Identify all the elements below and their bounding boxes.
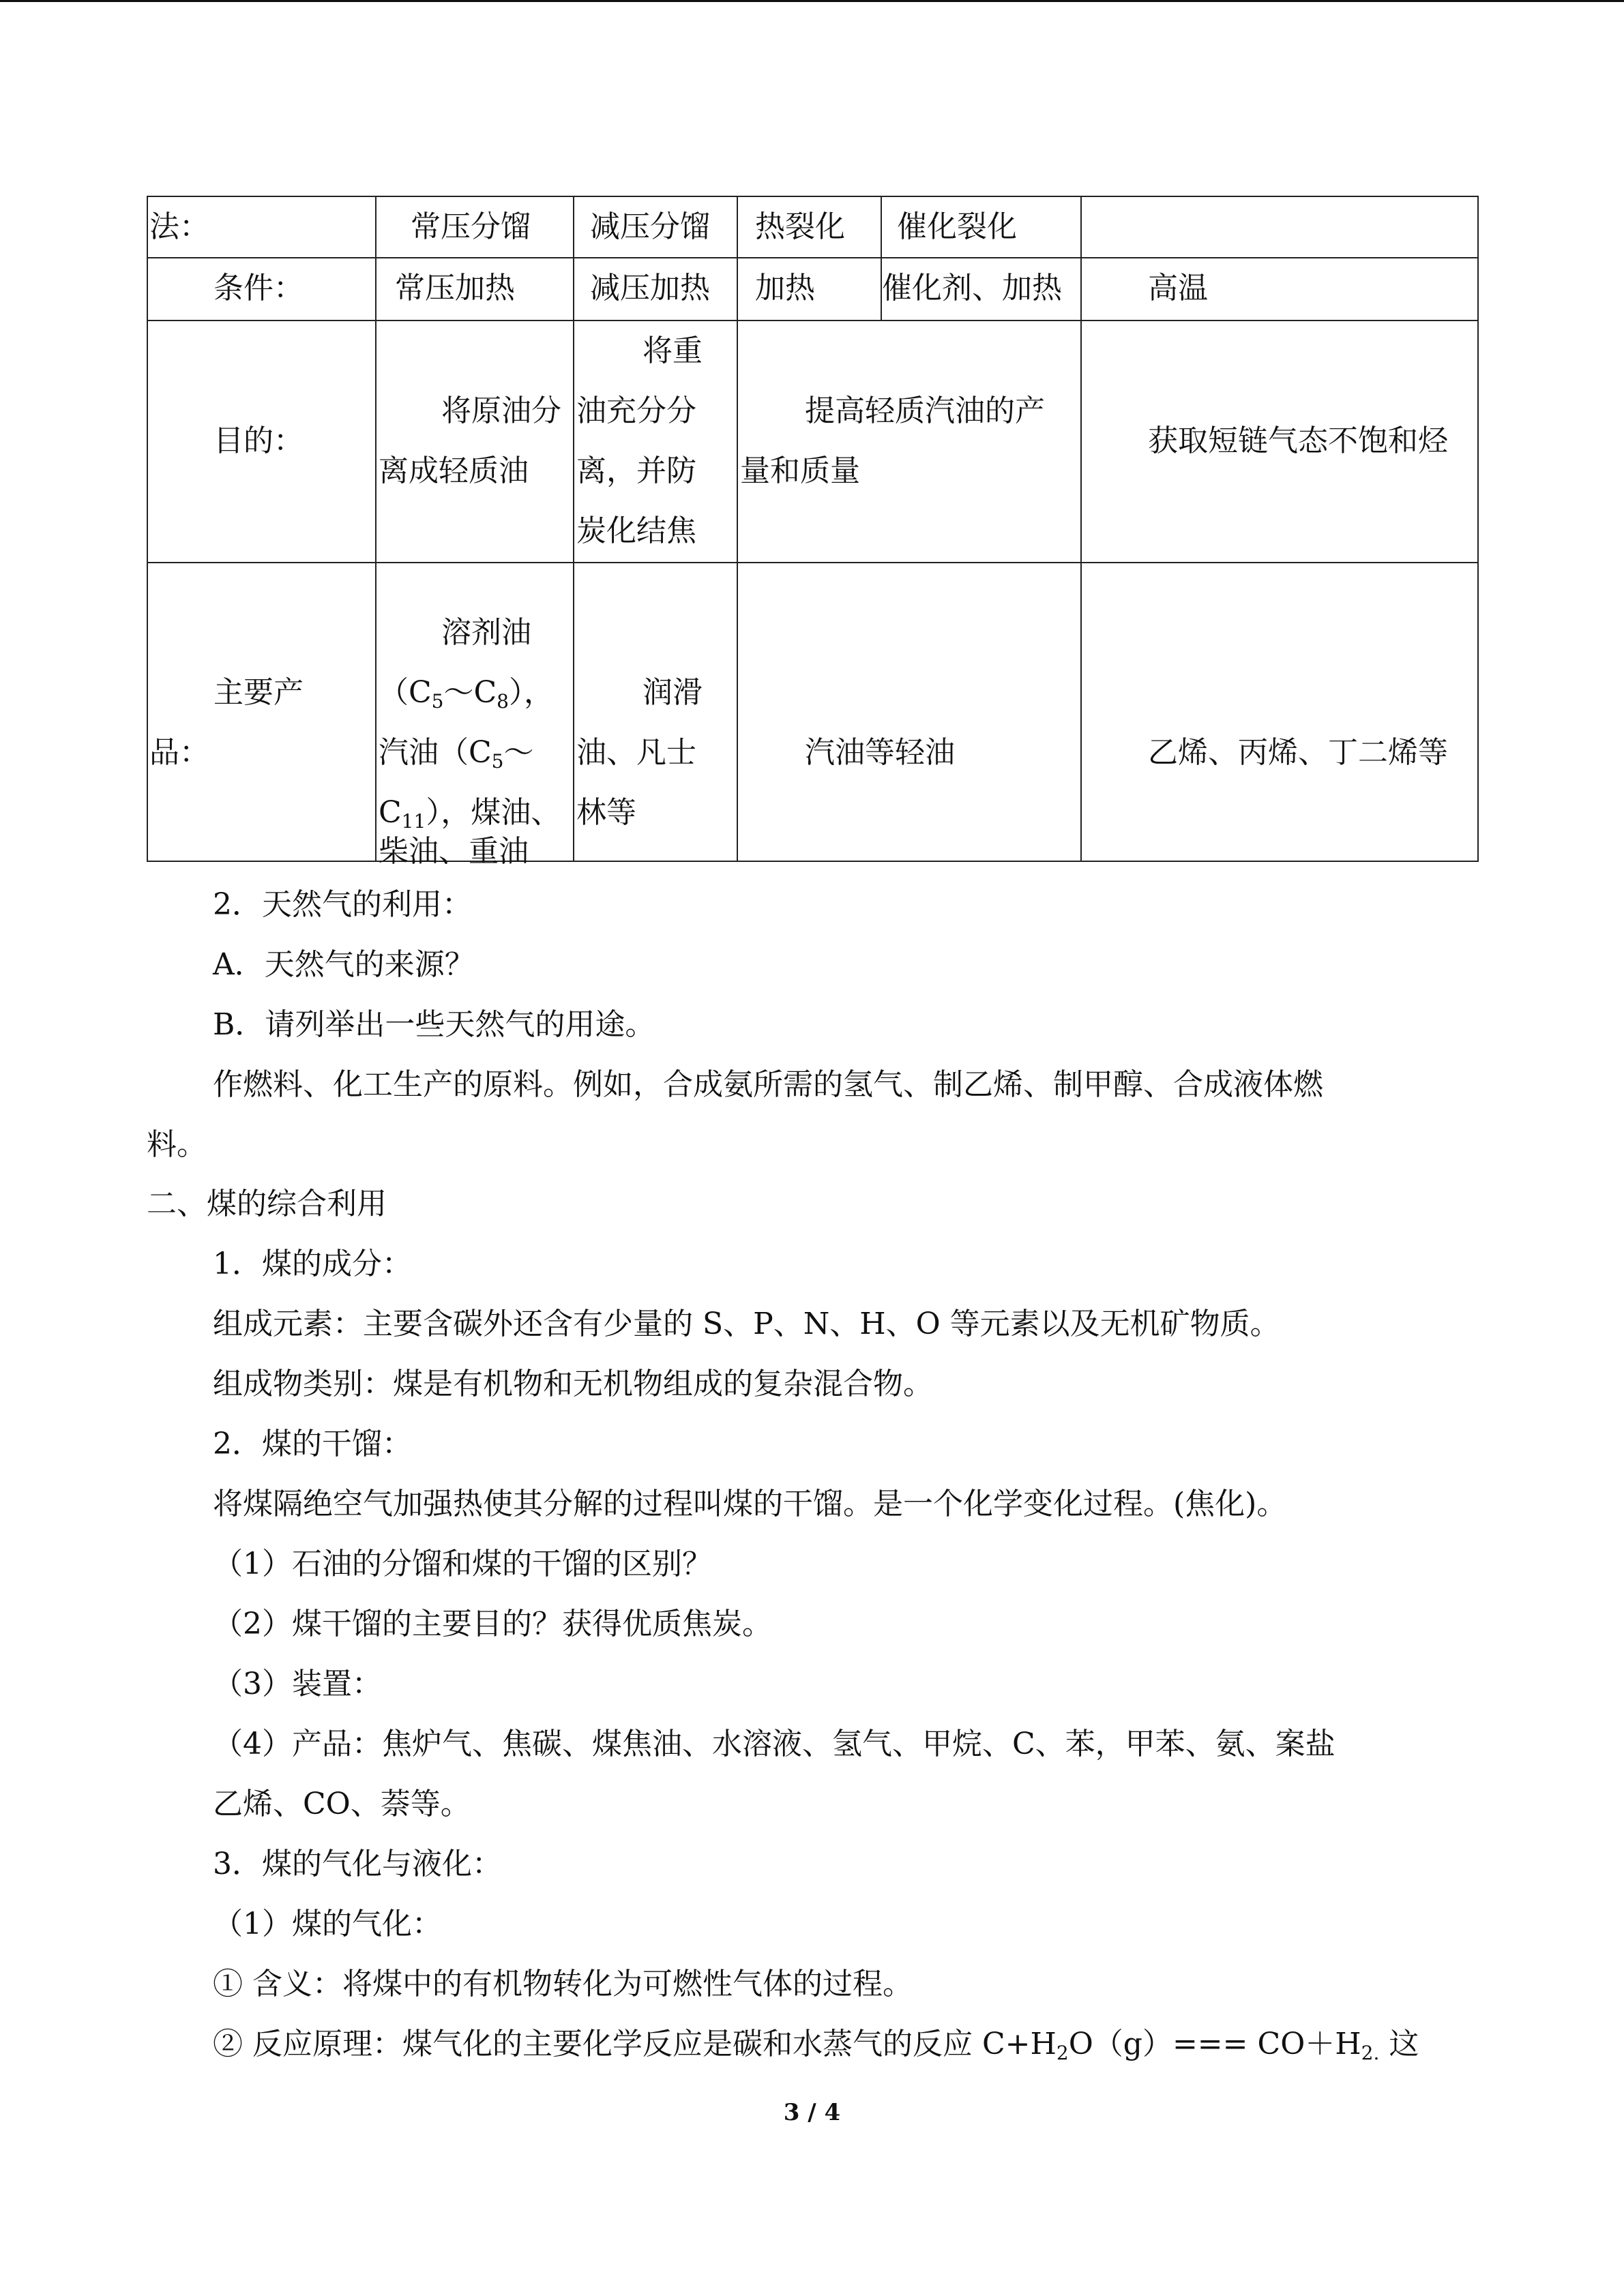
section-heading: 1．煤的成分： <box>213 1247 412 1281</box>
cell-product-line: 汽油（$C_5\sim$ <box>379 735 534 773</box>
paragraph: 组成元素：主要含碳外还含有少量的 S、P、N、H、O 等元素以及无机矿物质。 <box>213 1307 1280 1341</box>
row-label-products: 主要产 <box>213 675 304 710</box>
cell-product-line: $C_{11}$），煤油、 <box>379 795 561 833</box>
cell-purpose-line: 离成轻质油 <box>379 453 529 488</box>
table-row-divider <box>148 320 1477 321</box>
cell-purpose-line: 油充分分 <box>576 393 696 428</box>
page-top-border <box>0 0 1624 2</box>
paragraph: 组成物类别：煤是有机物和无机物组成的复杂混合物。 <box>213 1367 933 1401</box>
paragraph: ① 含义：将煤中的有机物转化为可燃性气体的过程。 <box>213 1967 913 2001</box>
section-heading: 二、煤的综合利用 <box>147 1187 387 1221</box>
paragraph: （1）石油的分馏和煤的干馏的区别？ <box>213 1547 712 1581</box>
paragraph: （1）煤的气化： <box>213 1907 442 1941</box>
col-vacuum-distillation: 减压分馏 <box>590 209 710 244</box>
table-col-divider <box>375 197 377 862</box>
cell-purpose: 获取短链气态不饱和烃 <box>1148 423 1448 458</box>
paragraph: 料。 <box>147 1127 207 1162</box>
section-heading: 2．煤的干馏： <box>213 1427 412 1461</box>
paragraph: 将煤隔绝空气加强热使其分解的过程叫煤的干馏。是一个化学变化过程。(焦化)。 <box>213 1487 1287 1521</box>
cell-product: 乙烯、丙烯、丁二烯等 <box>1148 735 1448 770</box>
cell-product: 汽油等轻油 <box>805 735 955 770</box>
col-catalytic-cracking: 催化裂化 <box>897 209 1017 244</box>
cell-purpose-line: 离，并防 <box>576 453 696 488</box>
paragraph: （2）煤干馏的主要目的？获得优质焦炭。 <box>213 1607 772 1641</box>
cell-purpose-line: 炭化结焦 <box>576 513 696 548</box>
col-atmospheric-distillation: 常压分馏 <box>411 209 531 244</box>
paragraph: B．请列举出一些天然气的用途。 <box>213 1007 655 1042</box>
col-thermal-cracking: 热裂化 <box>755 209 845 244</box>
cell-purpose-line: 提高轻质汽油的产 <box>805 393 1045 428</box>
paragraph: 乙烯、CO、萘等。 <box>213 1787 471 1821</box>
cell-condition: 减压加热 <box>590 271 710 305</box>
row-label-condition: 条件： <box>213 271 304 305</box>
cell-product-line: 柴油、重油 <box>379 834 529 869</box>
cell-purpose-line: 将重 <box>643 333 703 368</box>
section-heading: 2．天然气的利用： <box>213 887 472 922</box>
cell-condition: 加热 <box>755 271 815 305</box>
cell-product-line: 润滑 <box>643 675 703 710</box>
table-row-divider <box>148 562 1477 563</box>
paragraph: （4）产品：焦炉气、焦碳、煤焦油、水溶液、氢气、甲烷、C、苯，甲苯、氨、案盐 <box>213 1727 1335 1761</box>
paragraph: A．天然气的来源？ <box>213 947 475 982</box>
petroleum-process-table <box>147 196 1479 869</box>
row-label-products: 品： <box>149 735 209 770</box>
paragraph: 作燃料、化工生产的原料。例如，合成氨所需的氢气、制乙烯、制甲醇、合成液体燃 <box>213 1067 1323 1102</box>
table-col-divider <box>1080 197 1082 862</box>
cell-product-line: 溶剂油 <box>441 615 531 650</box>
section-heading: 3．煤的气化与液化： <box>213 1847 502 1881</box>
page-number: 3 / 4 <box>783 2099 841 2126</box>
cell-product-line: 林等 <box>576 795 636 830</box>
table-col-divider <box>573 197 574 862</box>
cell-condition: 高温 <box>1148 271 1208 305</box>
row-label-purpose: 目的： <box>213 423 304 458</box>
row-label-method: 法： <box>149 209 209 244</box>
cell-product-line: 油、凡士 <box>576 735 696 770</box>
table-col-divider <box>737 197 738 862</box>
cell-condition: 常压加热 <box>395 271 515 305</box>
cell-condition: 催化剂、加热 <box>882 271 1062 305</box>
cell-product-line: $(C_5\sim C_8)$， <box>379 675 554 713</box>
cell-purpose-line: 将原油分 <box>441 393 561 428</box>
paragraph: （3）装置： <box>213 1667 382 1701</box>
paragraph: ② 反应原理：煤气化的主要化学反应是碳和水蒸气的反应 $C+H_2O(g)=== CO+H_{2.}$ 这 <box>213 2027 1419 2064</box>
cell-purpose-line: 量和质量 <box>740 453 860 488</box>
